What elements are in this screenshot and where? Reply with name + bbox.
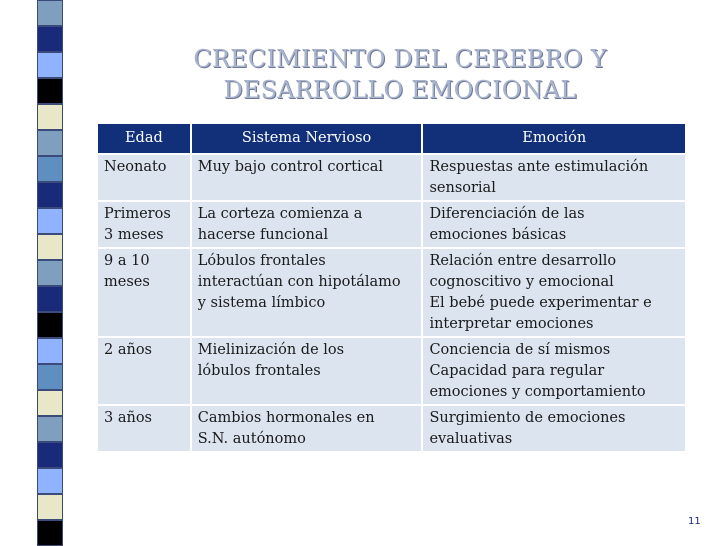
cell-sistema — [192, 249, 422, 336]
cell-line: Lóbulos frontales — [197, 253, 326, 269]
cell-emocion — [423, 249, 685, 336]
decorative-square — [37, 390, 63, 416]
cell-line: Conciencia de sí mismos — [429, 342, 611, 358]
cell-edad — [98, 338, 190, 404]
cell-line: El bebé puede experimentar e — [429, 295, 652, 311]
decorative-square — [37, 520, 63, 546]
cell-line: interpretar emociones — [429, 316, 594, 332]
table-row — [98, 249, 685, 336]
cell-line: lóbulos frontales — [197, 363, 321, 379]
cell-line: Neonato — [104, 159, 167, 175]
decorative-square — [37, 104, 63, 130]
table-row — [98, 406, 685, 451]
decorative-square — [37, 468, 63, 494]
cell-line: Respuestas ante estimulación — [429, 159, 649, 175]
table-row — [98, 202, 685, 247]
decorative-square — [37, 260, 63, 286]
cell-line: Diferenciación de las — [429, 206, 585, 222]
cell-edad — [98, 155, 190, 200]
decorative-square — [37, 52, 63, 78]
cell-sistema — [192, 406, 422, 451]
slide-title — [150, 44, 650, 106]
decorative-square — [37, 182, 63, 208]
cell-edad — [98, 202, 190, 247]
cell-line: Cambios hormonales en — [197, 410, 375, 426]
cell-line: hacerse funcional — [197, 227, 329, 243]
cell-line: interactúan con hipotálamo — [197, 274, 401, 290]
decorative-square — [37, 442, 63, 468]
cell-emocion — [423, 202, 685, 247]
cell-line: 9 a 10 — [104, 253, 150, 269]
cell-line: y sistema límbico — [197, 295, 326, 311]
title-line-2: DESARROLLO EMOCIONAL — [223, 76, 577, 104]
decorative-square — [37, 234, 63, 260]
cell-line: Surgimiento de emociones — [429, 410, 626, 426]
cell-line: evaluativas — [429, 431, 513, 447]
cell-line: Mielinización de los — [197, 342, 345, 358]
cell-edad — [98, 406, 190, 451]
cell-line: Capacidad para regular — [429, 363, 605, 379]
cell-line: cognoscitivo y emocional — [429, 274, 614, 290]
title-line-1: CRECIMIENTO DEL CEREBRO Y — [193, 45, 607, 73]
decorative-square — [37, 0, 63, 26]
cell-line: emociones y comportamiento — [429, 384, 646, 400]
decorative-square-strip — [0, 0, 64, 540]
cell-edad — [98, 249, 190, 336]
cell-line: Muy bajo control cortical — [197, 159, 384, 175]
decorative-square — [37, 156, 63, 182]
decorative-square — [37, 208, 63, 234]
decorative-square — [37, 494, 63, 520]
decorative-square — [37, 312, 63, 338]
development-table — [96, 122, 687, 453]
table-row — [98, 338, 685, 404]
cell-line: 3 meses — [104, 227, 164, 243]
decorative-square — [37, 286, 63, 312]
cell-emocion — [423, 155, 685, 200]
cell-line: sensorial — [429, 180, 496, 196]
cell-sistema — [192, 202, 422, 247]
cell-line: S.N. autónomo — [197, 431, 306, 447]
cell-line: Relación entre desarrollo — [429, 253, 617, 269]
decorative-square — [37, 416, 63, 442]
header-edad: Edad — [98, 124, 190, 153]
header-emocion: Emoción — [423, 124, 685, 153]
decorative-square — [37, 364, 63, 390]
header-sistema-nervioso: Sistema Nervioso — [192, 124, 422, 153]
cell-sistema — [192, 155, 422, 200]
cell-sistema — [192, 338, 422, 404]
cell-line: La corteza comienza a — [197, 206, 363, 222]
decorative-square — [37, 338, 63, 364]
decorative-square — [37, 130, 63, 156]
cell-line: 2 años — [104, 342, 152, 358]
table-header-row — [98, 124, 685, 153]
cell-line: meses — [104, 274, 150, 290]
cell-emocion — [423, 338, 685, 404]
cell-emocion — [423, 406, 685, 451]
decorative-square — [37, 78, 63, 104]
table-row — [98, 155, 685, 200]
cell-line: Primeros — [104, 206, 171, 222]
cell-line: 3 años — [104, 410, 152, 426]
page-number: 11 — [688, 516, 701, 527]
decorative-square — [37, 26, 63, 52]
cell-line: emociones básicas — [429, 227, 567, 243]
